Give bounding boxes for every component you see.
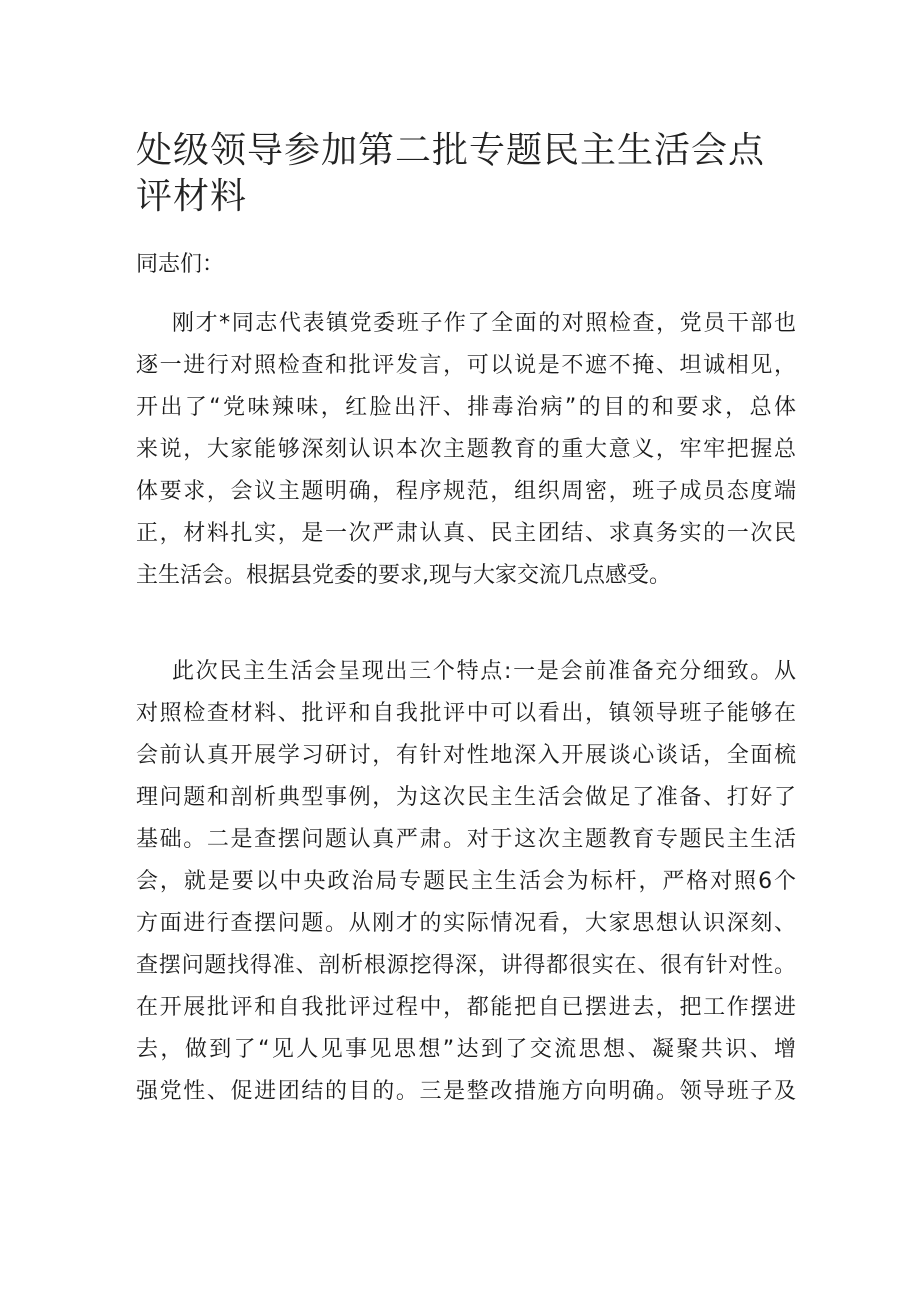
paragraph-line: 强党性、促进团结的目的。三是整改措施方向明确。领导班子及: [136, 1079, 796, 1104]
paragraph-line: 体要求，会议主题明确，程序规范，组织周密，班子成员态度端: [136, 479, 796, 504]
paragraph-line: 基础。二是查摆问题认真严肃。对于这次主题教育专题民主生活: [136, 827, 796, 852]
paragraph-line: 方面进行查摆问题。从刚才的实际情况看，大家思想认识深刻、: [136, 911, 796, 936]
paragraph-line: 理问题和剖析典型事例，为这次民主生活会做足了准备、打好了: [136, 785, 796, 810]
paragraph-line: 此次民主生活会呈现出三个特点:一是会前准备充分细致。从: [172, 659, 796, 684]
paragraph-line: 主生活会。根据县党委的要求,现与大家交流几点感受。: [136, 563, 671, 588]
paragraph-line: 去，做到了“见人见事见思想”达到了交流思想、凝聚共识、增: [136, 1037, 796, 1062]
paragraph-line: 会前认真开展学习研讨，有针对性地深入开展谈心谈话，全面梳: [136, 743, 796, 768]
document-title: 处级领导参加第二批专题民主生活会点评材料: [136, 130, 766, 217]
paragraph-line: 对照检查材料、批评和自我批评中可以看出，镇领导班子能够在: [136, 701, 796, 726]
paragraph-line: 开出了“党味辣味，红脸出汗、排毒治病”的目的和要求，总体: [136, 395, 796, 420]
paragraph-line: 逐一进行对照检查和批评发言，可以说是不遮不掩、坦诚相见，: [136, 353, 796, 378]
paragraph-line: 会，就是要以中央政治局专题民主生活会为标杆，严格对照6个: [136, 869, 796, 894]
paragraph-2: [136, 651, 796, 1113]
salutation: 同志们：: [136, 252, 225, 277]
paragraph-line: 查摆问题找得准、剖析根源挖得深，讲得都很实在、很有针对性。: [136, 953, 796, 978]
paragraph-line: 正，材料扎实，是一次严肃认真、民主团结、求真务实的一次民: [136, 521, 796, 546]
paragraph-line: 在开展批评和自我批评过程中，都能把自已摆进去，把工作摆进: [136, 995, 796, 1020]
paragraph-line: 来说，大家能够深刻认识本次主题教育的重大意义，牢牢把握总: [136, 437, 796, 462]
paragraph-line: 刚才*同志代表镇党委班子作了全面的对照检查，党员干部也: [172, 311, 796, 336]
paragraph-1: [136, 303, 796, 597]
